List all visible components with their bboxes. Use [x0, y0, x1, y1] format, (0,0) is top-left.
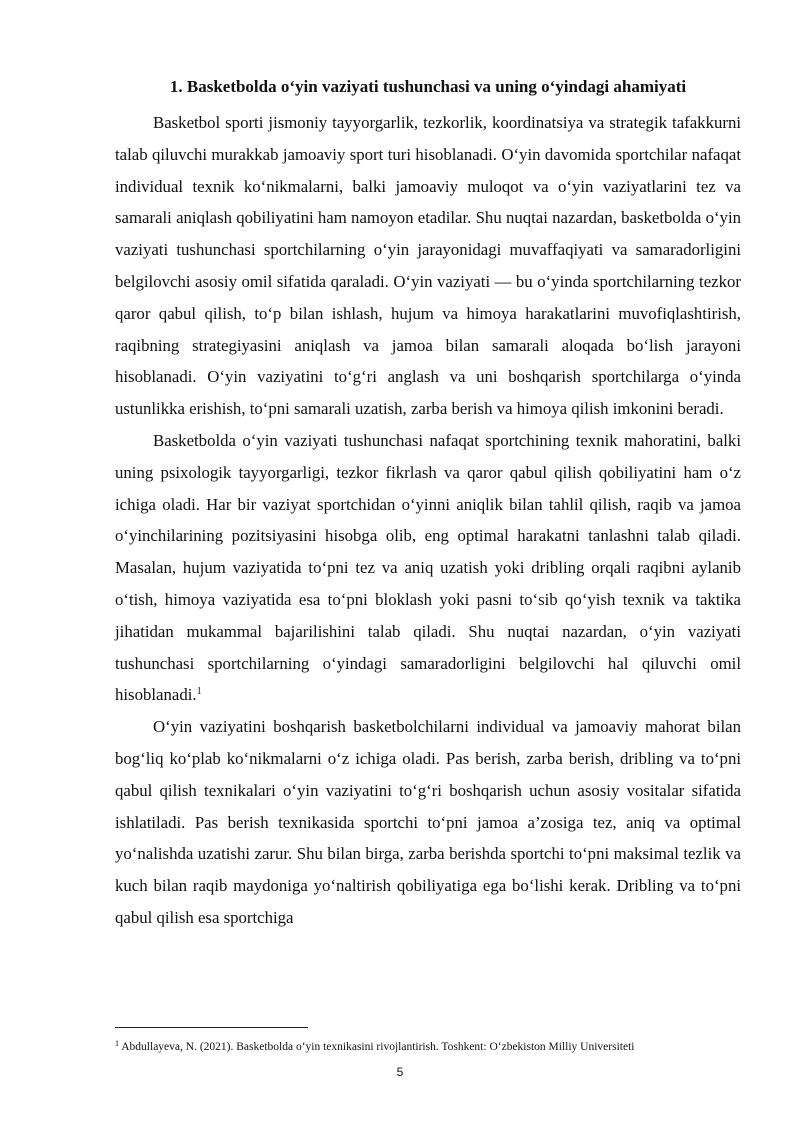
footnote-reference[interactable]: 1: [196, 686, 202, 698]
paragraph-2: [115, 425, 741, 711]
footnote-divider: [115, 1027, 308, 1028]
paragraph-2-text: Basketbolda o‘yin vaziyati tushunchasi nafaqat sportchining texnik mahoratini, balki uning psixologik tayyorgarligi, tezkor fikrlash va qaror qabul qilish qobiliyatini ham o‘z ichiga oladi. Har bir vaziyat sportchidan o‘yinni aniqlik bilan tahlil qilish, raqib va jamoa o‘yinchilarining pozitsiyasini hisobga olib, eng optimal harakatni tanlashni talab qiladi. Masalan, hujum vaziyatida to‘pni tez va aniq uzatish yoki dribling orqali raqibni aylanib o‘tish, himoya vaziyatida esa to‘pni bloklash yoki pasni to‘sib qo‘yish texnik va taktika jihatidan mukammal bajarilishini talab qiladi. Shu nuqtai nazardan, o‘yin vaziyati tushunchasi sportchilarning o‘yindagi samaradorligini belgilovchi hal qiluvchi omil hisoblanadi.: [115, 430, 741, 705]
paragraph-3: O‘yin vaziyatini boshqarish basketbolchilarni individual va jamoaviy mahorat bilan bog‘liq ko‘plab ko‘nikmalarni o‘z ichiga oladi. Pas berish, zarba berish, dribling va to‘pni qabul qilish texnikalari o‘yin vaziyatini to‘g‘ri boshqarish uchun asosiy vositalar sifatida ishlatiladi. Pas berish texnikasida sportchi to‘pni jamoa a’zosiga tez, aniq va optimal yo‘nalishda uzatishi zarur. Shu bilan birga, zarba berishda sportchi to‘pni maksimal tezlik va kuch bilan raqib maydoniga yo‘naltirish qobiliyatiga ega bo‘lishi kerak. Dribling va to‘pni qabul qilish esa sportchiga: [115, 717, 741, 927]
paragraph-1: Basketbol sporti jismoniy tayyorgarlik, tezkorlik, koordinatsiya va strategik tafakkurni talab qiluvchi murakkab jamoaviy sport turi hisoblanadi. O‘yin davomida sportchilar nafaqat individual texnik ko‘nikmalarni, balki jamoaviy muloqot va o‘yin vaziyatlarini tez va samarali aniqlash qobiliyatini ham namoyon etadilar. Shu nuqtai nazardan, basketbolda o‘yin vaziyati tushunchasi sportchilarning o‘yin jarayonidagi muvaffaqiyati va samaradorligini belgilovchi asosiy omil sifatida qaraladi. O‘yin vaziyati — bu o‘yinda sportchilarning tezkor qaror qabul qilish, to‘p bilan ishlash, hujum va himoya harakatlarini muvofiqlashtirish, raqibning strategiyasini aniqlash va jamoa bilan samarali aloqada bo‘lish jarayoni hisoblanadi. O‘yin vaziyatini to‘g‘ri anglash va uni boshqarish sportchilarga o‘yinda ustunlikka erishish, to‘pni samarali uzatish, zarba berish va himoya qilish imkonini beradi.: [115, 113, 741, 419]
page-number: 5: [396, 1065, 404, 1079]
footnote: [115, 1040, 755, 1055]
footnote-text: Abdullayeva, N. (2021). Basketbolda o‘yin texnikasini rivojlantirish. Toshkent: O‘zbekiston Milliy Universiteti: [121, 1041, 635, 1053]
body-text: [115, 107, 741, 934]
footnote-number: 1: [115, 1039, 119, 1048]
section-heading: 1. Basketbolda o‘yin vaziyati tushunchasi va uning o‘yindagi ahamiyati: [169, 77, 687, 96]
